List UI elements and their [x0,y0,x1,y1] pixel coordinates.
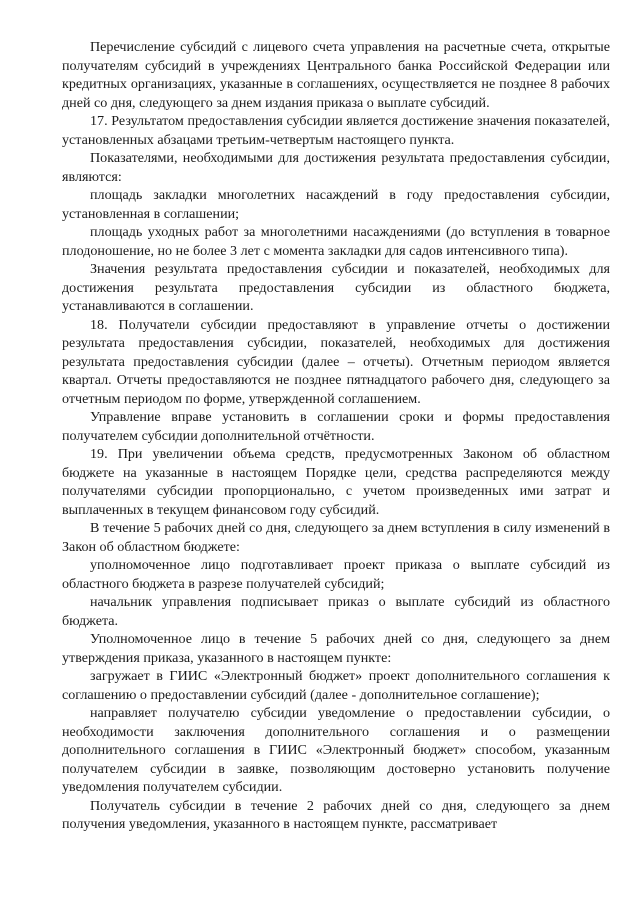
paragraph-head-signs: начальник управления подписывает приказ о выплате субсидий из областного бюджета. [62,594,610,629]
paragraph-indicator-care-area: площадь уходных работ за многолетними насаждениями (до вступления в товарное плодоношение, но не более 3 лет с момента закладки для садов интенсивного типа). [62,224,610,259]
paragraph-values-in-agreement: Значения результата предоставления субсидии и показателей, необходимых для достижения результата предоставления субсидии из областного бюджета, устанавливаются в соглашении. [62,261,610,314]
paragraph-recipient-reviews: Получатель субсидии в течение 2 рабочих дней со дня, следующего за днем получения уведомления, указанного в настоящем пункте, рассматривает [62,797,610,832]
document-page [62,38,610,834]
paragraph-sends-notice: направляет получателю субсидии уведомление о предоставлении субсидии, о необходимости заключения дополнительного соглашения и о размещении дополнительного соглашения в ГИИС «Электронный бюджет» способом, указанным получателем субсидии в заявке, позволяющим достоверно установить получение уведомления получателем субсидии. [62,705,610,795]
paragraph-within-5-days: В течение 5 рабочих дней со дня, следующего за днем вступления в силу изменений в Закон об областном бюджете: [62,520,610,555]
paragraph-indicators-intro: Показателями, необходимыми для достижения результата предоставления субсидии, являются: [62,150,610,185]
paragraph-19-funds-increase: 19. При увеличении объема средств, предусмотренных Законом об областном бюджете на указанные в настоящем Порядке цели, средства распределяются между получателями субсидии пропорционально, с учетом произведенных ими затрат и выплаченных в текущем финансовом году субсидий. [62,446,610,518]
paragraph-additional-reporting: Управление вправе установить в соглашении сроки и формы предоставления получателем субсидии дополнительной отчётности. [62,409,610,444]
paragraph-18-reports: 18. Получатели субсидии предоставляют в управление отчеты о достижении результата предоставления субсидии, показателей, необходимых для достижения результата предоставления субсидии (далее – отчеты). Отчетным периодом является квартал. Отчеты предоставляются не позднее пятнадцатого рабочего дня, следующего за отчетным периодом по форме, утвержденной соглашением. [62,316,610,407]
paragraph-uploads-agreement: загружает в ГИИС «Электронный бюджет» проект дополнительного соглашения к соглашению о предоставлении субсидий (далее - дополнительное соглашение); [62,668,610,703]
paragraph-17-result: 17. Результатом предоставления субсидии является достижение значения показателей, установленных абзацами третьим-четвертым настоящего пункта. [62,113,610,148]
paragraph-indicator-planting-area: площадь закладки многолетних насаждений в году предоставления субсидии, установленная в соглашении; [62,187,610,222]
paragraph-subsidy-transfer: Перечисление субсидий с лицевого счета управления на расчетные счета, открытые получателям субсидий в учреждениях Центрального банка Российской Федерации или кредитных организациях, указанные в соглашениях, осуществляется не позднее 8 рабочих дней со дня, следующего за днем издания приказа о выплате субсидий. [62,39,610,111]
paragraph-draft-order: уполномоченное лицо подготавливает проект приказа о выплате субсидий из областного бюджета в разрезе получателей субсидий; [62,557,610,592]
paragraph-authorized-person: Уполномоченное лицо в течение 5 рабочих дней со дня, следующего за днем утверждения приказа, указанного в настоящем пункте: [62,631,610,666]
